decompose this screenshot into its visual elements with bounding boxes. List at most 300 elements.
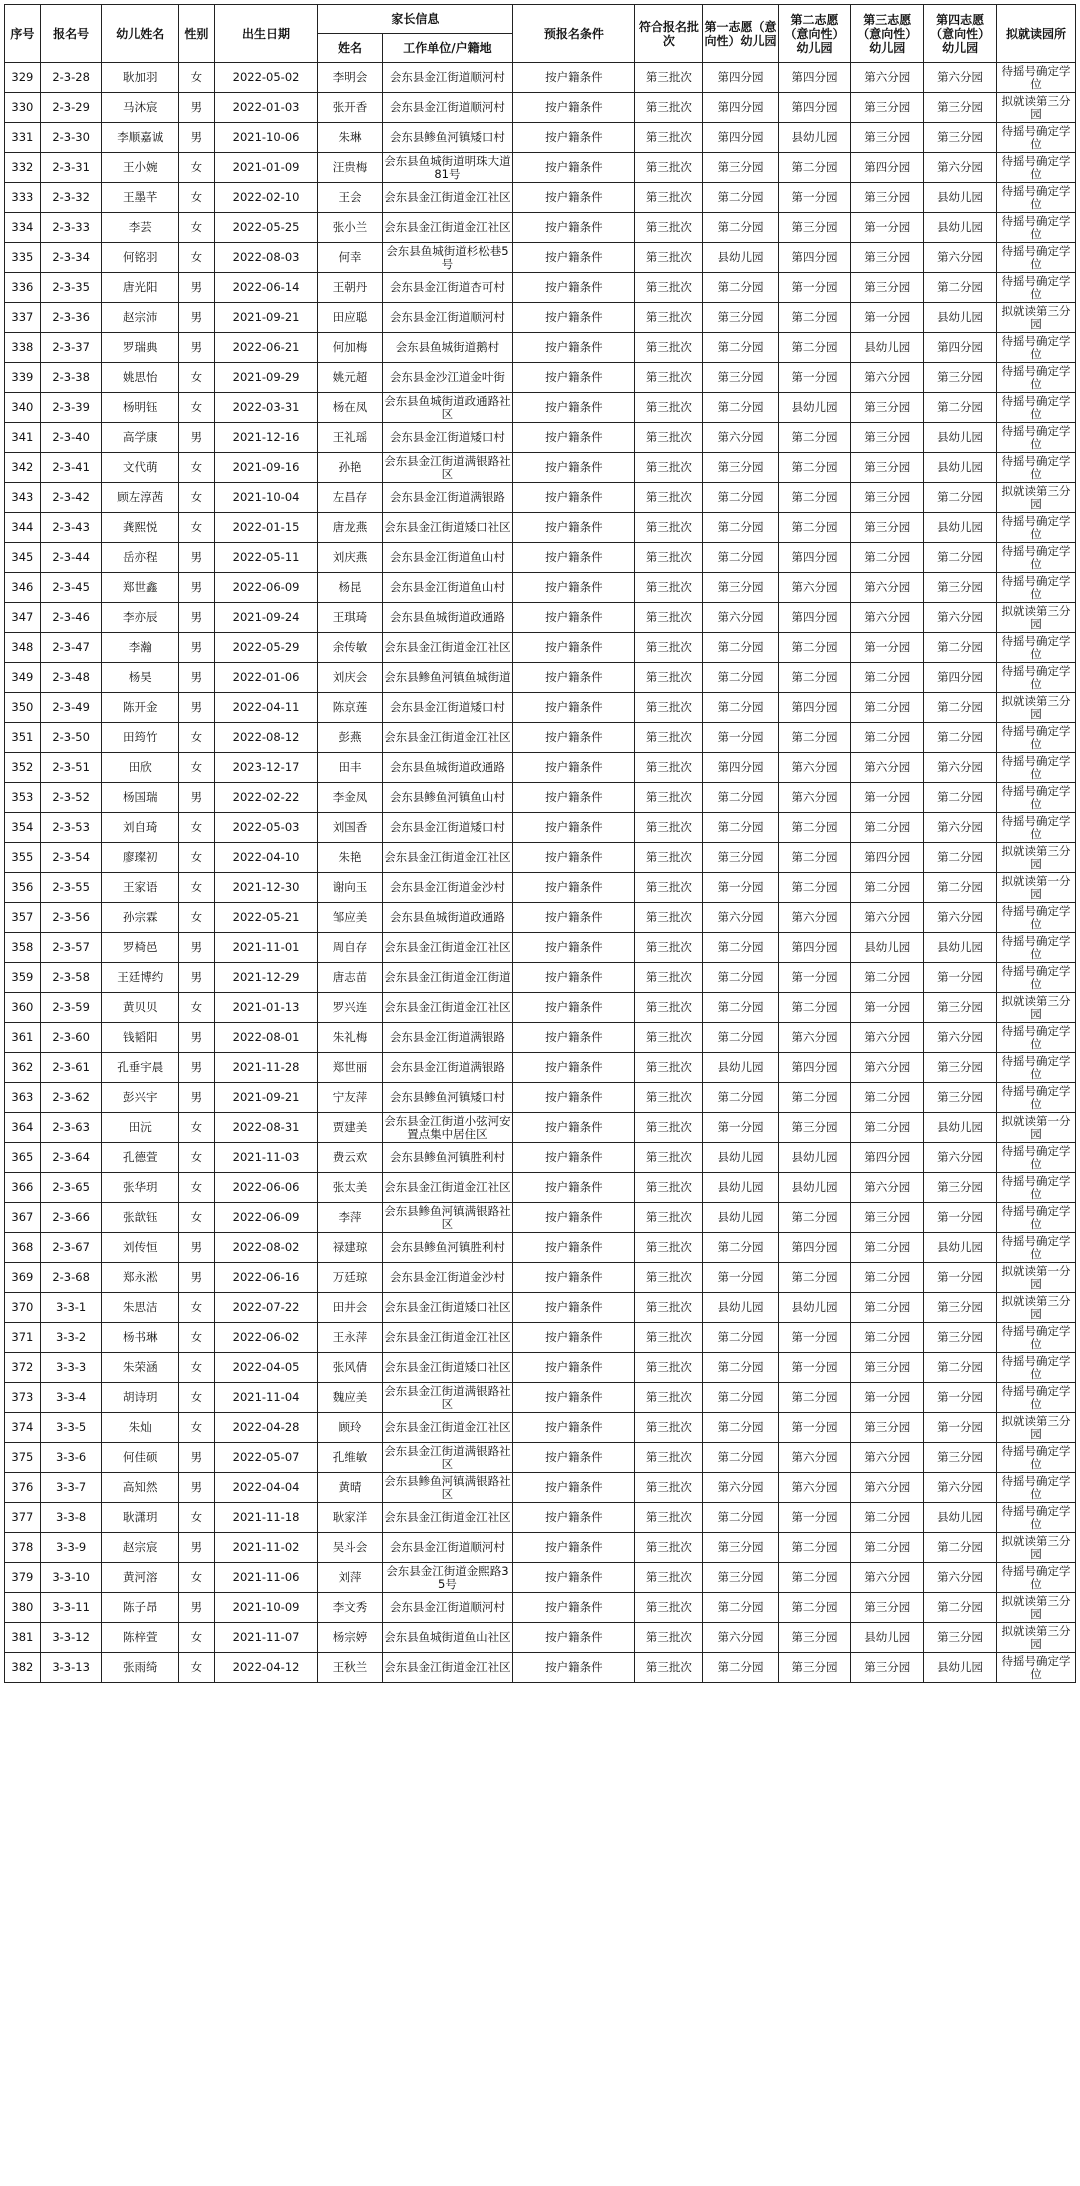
- cell-choice-2: 第四分园: [778, 243, 851, 273]
- cell-choice-1: 第二分园: [703, 213, 778, 243]
- cell-choice-2: 第二分园: [778, 633, 851, 663]
- cell-no: 331: [5, 123, 41, 153]
- cell-choice-1: 第二分园: [703, 813, 778, 843]
- cell-reg: 3-3-10: [40, 1563, 102, 1593]
- cell-choice-4: 第二分园: [924, 273, 997, 303]
- cell-parent-unit: 会东县金江街道金沙村: [382, 1263, 513, 1293]
- cell-result: 拟就读第三分园: [996, 93, 1075, 123]
- cell-sex: 女: [178, 1353, 214, 1383]
- cell-reg: 2-3-49: [40, 693, 102, 723]
- cell-choice-1: 第二分园: [703, 1023, 778, 1053]
- cell-reg: 3-3-9: [40, 1533, 102, 1563]
- cell-batch: 第三批次: [635, 783, 703, 813]
- cell-choice-3: 第六分园: [851, 1473, 924, 1503]
- cell-no: 367: [5, 1203, 41, 1233]
- cell-sex: 女: [178, 153, 214, 183]
- cell-choice-2: 第一分园: [778, 273, 851, 303]
- cell-no: 337: [5, 303, 41, 333]
- cell-sex: 男: [178, 423, 214, 453]
- cell-sex: 女: [178, 1623, 214, 1653]
- cell-result: 待摇号确定学位: [996, 1353, 1075, 1383]
- cell-choice-3: 第二分园: [851, 813, 924, 843]
- cell-parent-name: 黄晴: [318, 1473, 382, 1503]
- cell-choice-1: 第三分园: [703, 1563, 778, 1593]
- cell-condition: 按户籍条件: [513, 1563, 635, 1593]
- cell-sex: 女: [178, 483, 214, 513]
- cell-choice-2: 第二分园: [778, 843, 851, 873]
- cell-no: 379: [5, 1563, 41, 1593]
- cell-choice-1: 第二分园: [703, 1653, 778, 1683]
- cell-sex: 男: [178, 333, 214, 363]
- cell-birth: 2021-11-02: [214, 1533, 318, 1563]
- cell-choice-3: 第四分园: [851, 153, 924, 183]
- cell-result: 待摇号确定学位: [996, 1383, 1075, 1413]
- cell-parent-unit: 会东县金江街道金江社区: [382, 843, 513, 873]
- cell-choice-4: 第六分园: [924, 63, 997, 93]
- cell-no: 365: [5, 1143, 41, 1173]
- cell-choice-1: 第四分园: [703, 93, 778, 123]
- cell-no: 373: [5, 1383, 41, 1413]
- cell-parent-unit: 会东县鱼城街道鹅村: [382, 333, 513, 363]
- cell-child-name: 耿潇玥: [102, 1503, 178, 1533]
- cell-result: 拟就读第三分园: [996, 603, 1075, 633]
- cell-sex: 女: [178, 723, 214, 753]
- cell-condition: 按户籍条件: [513, 753, 635, 783]
- table-row: [5, 393, 1076, 423]
- cell-batch: 第三批次: [635, 1173, 703, 1203]
- cell-choice-2: 第四分园: [778, 63, 851, 93]
- cell-parent-name: 李萍: [318, 1203, 382, 1233]
- cell-choice-3: 第六分园: [851, 1023, 924, 1053]
- cell-child-name: 高学康: [102, 423, 178, 453]
- cell-child-name: 田欣: [102, 753, 178, 783]
- table-row: [5, 1623, 1076, 1653]
- cell-condition: 按户籍条件: [513, 213, 635, 243]
- cell-choice-4: 第三分园: [924, 1293, 997, 1323]
- cell-sex: 男: [178, 933, 214, 963]
- cell-child-name: 朱荣涵: [102, 1353, 178, 1383]
- cell-condition: 按户籍条件: [513, 1173, 635, 1203]
- header-child: 幼儿姓名: [102, 5, 178, 63]
- cell-condition: 按户籍条件: [513, 123, 635, 153]
- cell-birth: 2021-11-03: [214, 1143, 318, 1173]
- cell-birth: 2022-06-21: [214, 333, 318, 363]
- cell-choice-2: 第四分园: [778, 1233, 851, 1263]
- cell-choice-1: 第二分园: [703, 1443, 778, 1473]
- cell-sex: 男: [178, 93, 214, 123]
- cell-parent-name: 田丰: [318, 753, 382, 783]
- cell-choice-2: 第二分园: [778, 813, 851, 843]
- cell-reg: 2-3-66: [40, 1203, 102, 1233]
- cell-choice-1: 第二分园: [703, 693, 778, 723]
- cell-result: 待摇号确定学位: [996, 543, 1075, 573]
- cell-parent-name: 田应聪: [318, 303, 382, 333]
- cell-parent-name: 罗兴连: [318, 993, 382, 1023]
- cell-parent-unit: 会东县鱼城街道杉松巷5号: [382, 243, 513, 273]
- cell-birth: 2022-04-11: [214, 693, 318, 723]
- cell-child-name: 刘传恒: [102, 1233, 178, 1263]
- cell-parent-unit: 会东县金江街道矮口社区: [382, 1293, 513, 1323]
- cell-result: 待摇号确定学位: [996, 1503, 1075, 1533]
- cell-reg: 2-3-67: [40, 1233, 102, 1263]
- cell-choice-4: 第六分园: [924, 1143, 997, 1173]
- cell-no: 330: [5, 93, 41, 123]
- cell-birth: 2022-08-03: [214, 243, 318, 273]
- cell-result: 待摇号确定学位: [996, 393, 1075, 423]
- cell-choice-2: 第二分园: [778, 1203, 851, 1233]
- cell-parent-unit: 会东县金江街道金江社区: [382, 633, 513, 663]
- cell-choice-2: 县幼儿园: [778, 1143, 851, 1173]
- cell-sex: 女: [178, 813, 214, 843]
- cell-condition: 按户籍条件: [513, 783, 635, 813]
- cell-choice-2: 第三分园: [778, 1653, 851, 1683]
- cell-birth: 2021-09-21: [214, 303, 318, 333]
- cell-no: 368: [5, 1233, 41, 1263]
- cell-parent-unit: 会东县金江街道满银路: [382, 1023, 513, 1053]
- cell-choice-4: 第二分园: [924, 633, 997, 663]
- cell-reg: 2-3-42: [40, 483, 102, 513]
- cell-reg: 3-3-8: [40, 1503, 102, 1533]
- cell-condition: 按户籍条件: [513, 903, 635, 933]
- header-choice-1: 第一志愿（意向性）幼儿园: [703, 5, 778, 63]
- cell-parent-unit: 会东县金江街道金江社区: [382, 1653, 513, 1683]
- cell-parent-unit: 会东县金江街道金江社区: [382, 183, 513, 213]
- cell-result: 待摇号确定学位: [996, 273, 1075, 303]
- cell-reg: 2-3-31: [40, 153, 102, 183]
- cell-choice-2: 第一分园: [778, 363, 851, 393]
- header-result: 拟就读园所: [996, 5, 1075, 63]
- cell-batch: 第三批次: [635, 1653, 703, 1683]
- cell-reg: 3-3-1: [40, 1293, 102, 1323]
- cell-choice-3: 第三分园: [851, 393, 924, 423]
- cell-choice-3: 第六分园: [851, 903, 924, 933]
- cell-birth: 2021-11-28: [214, 1053, 318, 1083]
- cell-birth: 2021-10-06: [214, 123, 318, 153]
- cell-reg: 2-3-38: [40, 363, 102, 393]
- cell-parent-name: 宁友萍: [318, 1083, 382, 1113]
- cell-choice-4: 第二分园: [924, 483, 997, 513]
- cell-choice-2: 第一分园: [778, 963, 851, 993]
- cell-parent-unit: 会东县鲹鱼河镇满银路社区: [382, 1203, 513, 1233]
- cell-reg: 2-3-48: [40, 663, 102, 693]
- cell-no: 338: [5, 333, 41, 363]
- cell-choice-4: 第六分园: [924, 603, 997, 633]
- cell-choice-4: 第六分园: [924, 753, 997, 783]
- cell-parent-name: 余传敏: [318, 633, 382, 663]
- table-row: [5, 1263, 1076, 1293]
- cell-batch: 第三批次: [635, 573, 703, 603]
- cell-choice-3: 第二分园: [851, 1113, 924, 1143]
- cell-batch: 第三批次: [635, 213, 703, 243]
- cell-child-name: 钱韬阳: [102, 1023, 178, 1053]
- cell-no: 376: [5, 1473, 41, 1503]
- cell-parent-name: 耿家洋: [318, 1503, 382, 1533]
- cell-choice-1: 第二分园: [703, 663, 778, 693]
- cell-condition: 按户籍条件: [513, 1143, 635, 1173]
- cell-choice-3: 第三分园: [851, 1593, 924, 1623]
- cell-result: 待摇号确定学位: [996, 723, 1075, 753]
- cell-condition: 按户籍条件: [513, 393, 635, 423]
- cell-batch: 第三批次: [635, 663, 703, 693]
- cell-child-name: 黄贝贝: [102, 993, 178, 1023]
- cell-no: 344: [5, 513, 41, 543]
- cell-condition: 按户籍条件: [513, 723, 635, 753]
- table-body: [5, 63, 1076, 1683]
- cell-result: 拟就读第三分园: [996, 693, 1075, 723]
- cell-choice-2: 第四分园: [778, 543, 851, 573]
- cell-sex: 女: [178, 753, 214, 783]
- cell-result: 待摇号确定学位: [996, 1563, 1075, 1593]
- table-row: [5, 1293, 1076, 1323]
- cell-choice-4: 第二分园: [924, 1533, 997, 1563]
- cell-choice-2: 第一分园: [778, 1353, 851, 1383]
- cell-no: 363: [5, 1083, 41, 1113]
- cell-choice-2: 第二分园: [778, 663, 851, 693]
- cell-sex: 男: [178, 1083, 214, 1113]
- cell-reg: 2-3-35: [40, 273, 102, 303]
- cell-parent-name: 李文秀: [318, 1593, 382, 1623]
- table-row: [5, 1143, 1076, 1173]
- cell-sex: 男: [178, 603, 214, 633]
- cell-no: 339: [5, 363, 41, 393]
- cell-no: 355: [5, 843, 41, 873]
- cell-parent-unit: 会东县鱼城街道政通路: [382, 603, 513, 633]
- cell-result: 待摇号确定学位: [996, 1143, 1075, 1173]
- cell-result: 拟就读第一分园: [996, 1113, 1075, 1143]
- cell-parent-unit: 会东县金江街道顺河村: [382, 1533, 513, 1563]
- cell-choice-3: 第一分园: [851, 633, 924, 663]
- cell-no: 349: [5, 663, 41, 693]
- cell-parent-name: 何加梅: [318, 333, 382, 363]
- cell-choice-3: 第六分园: [851, 1053, 924, 1083]
- cell-choice-1: 第二分园: [703, 333, 778, 363]
- cell-child-name: 刘自琦: [102, 813, 178, 843]
- cell-result: 拟就读第三分园: [996, 1293, 1075, 1323]
- cell-choice-1: 第二分园: [703, 933, 778, 963]
- cell-sex: 女: [178, 1383, 214, 1413]
- cell-condition: 按户籍条件: [513, 453, 635, 483]
- cell-choice-3: 第三分园: [851, 243, 924, 273]
- cell-parent-name: 左昌存: [318, 483, 382, 513]
- header-choice-2: 第二志愿（意向性）幼儿园: [778, 5, 851, 63]
- cell-child-name: 彭兴宇: [102, 1083, 178, 1113]
- cell-choice-1: 第二分园: [703, 393, 778, 423]
- cell-choice-2: 第三分园: [778, 1623, 851, 1653]
- cell-parent-unit: 会东县金江街道金江社区: [382, 1503, 513, 1533]
- table-row: [5, 663, 1076, 693]
- table-row: [5, 1173, 1076, 1203]
- cell-condition: 按户籍条件: [513, 273, 635, 303]
- cell-no: 340: [5, 393, 41, 423]
- cell-choice-1: 第六分园: [703, 1623, 778, 1653]
- cell-condition: 按户籍条件: [513, 1503, 635, 1533]
- cell-choice-4: 第一分园: [924, 1383, 997, 1413]
- cell-choice-1: 第二分园: [703, 543, 778, 573]
- cell-reg: 2-3-65: [40, 1173, 102, 1203]
- cell-parent-unit: 会东县金江街道顺河村: [382, 1593, 513, 1623]
- cell-sex: 女: [178, 993, 214, 1023]
- cell-choice-1: 县幼儿园: [703, 1203, 778, 1233]
- cell-choice-2: 县幼儿园: [778, 1293, 851, 1323]
- cell-choice-1: 县幼儿园: [703, 1143, 778, 1173]
- cell-child-name: 张歆钰: [102, 1203, 178, 1233]
- cell-choice-2: 第六分园: [778, 783, 851, 813]
- cell-result: 待摇号确定学位: [996, 783, 1075, 813]
- cell-birth: 2022-01-15: [214, 513, 318, 543]
- cell-choice-4: 县幼儿园: [924, 1503, 997, 1533]
- cell-batch: 第三批次: [635, 1233, 703, 1263]
- cell-birth: 2021-12-16: [214, 423, 318, 453]
- cell-batch: 第三批次: [635, 1593, 703, 1623]
- cell-choice-1: 第三分园: [703, 573, 778, 603]
- cell-child-name: 王廷博约: [102, 963, 178, 993]
- cell-choice-1: 第二分园: [703, 633, 778, 663]
- cell-parent-unit: 会东县金江街道满银路: [382, 1053, 513, 1083]
- cell-sex: 女: [178, 1503, 214, 1533]
- cell-condition: 按户籍条件: [513, 63, 635, 93]
- cell-choice-3: 第三分园: [851, 423, 924, 453]
- cell-child-name: 陈开金: [102, 693, 178, 723]
- header-parent-unit: 工作单位/户籍地: [382, 34, 513, 63]
- cell-parent-name: 周自存: [318, 933, 382, 963]
- cell-choice-4: 第六分园: [924, 153, 997, 183]
- cell-no: 375: [5, 1443, 41, 1473]
- cell-choice-4: 第三分园: [924, 1443, 997, 1473]
- table-row: [5, 963, 1076, 993]
- cell-sex: 女: [178, 1113, 214, 1143]
- cell-choice-2: 第二分园: [778, 1263, 851, 1293]
- cell-no: 359: [5, 963, 41, 993]
- cell-birth: 2021-09-16: [214, 453, 318, 483]
- cell-choice-1: 第二分园: [703, 273, 778, 303]
- cell-parent-unit: 会东县金江街道矮口村: [382, 813, 513, 843]
- cell-birth: 2022-06-06: [214, 1173, 318, 1203]
- cell-child-name: 孔德萱: [102, 1143, 178, 1173]
- cell-choice-1: 第二分园: [703, 1323, 778, 1353]
- cell-no: 348: [5, 633, 41, 663]
- table-row: [5, 1353, 1076, 1383]
- cell-no: 335: [5, 243, 41, 273]
- cell-choice-4: 第三分园: [924, 1053, 997, 1083]
- cell-child-name: 廖璨初: [102, 843, 178, 873]
- header-birth: 出生日期: [214, 5, 318, 63]
- cell-condition: 按户籍条件: [513, 603, 635, 633]
- cell-parent-unit: 会东县金江街道金江社区: [382, 723, 513, 753]
- cell-sex: 男: [178, 783, 214, 813]
- cell-birth: 2022-01-03: [214, 93, 318, 123]
- cell-reg: 2-3-53: [40, 813, 102, 843]
- cell-condition: 按户籍条件: [513, 1083, 635, 1113]
- cell-choice-3: 第二分园: [851, 1323, 924, 1353]
- cell-batch: 第三批次: [635, 1203, 703, 1233]
- cell-child-name: 孙宗霖: [102, 903, 178, 933]
- cell-result: 拟就读第三分园: [996, 1533, 1075, 1563]
- table-header: [5, 5, 1076, 63]
- cell-choice-3: 第六分园: [851, 1173, 924, 1203]
- cell-child-name: 杨昊: [102, 663, 178, 693]
- cell-parent-unit: 会东县金江街道矮口社区: [382, 1353, 513, 1383]
- cell-batch: 第三批次: [635, 393, 703, 423]
- cell-no: 353: [5, 783, 41, 813]
- cell-parent-name: 张风倩: [318, 1353, 382, 1383]
- cell-parent-unit: 会东县金江街道金江社区: [382, 933, 513, 963]
- cell-parent-unit: 会东县金江街道金江社区: [382, 1413, 513, 1443]
- cell-parent-unit: 会东县金江街道矮口村: [382, 693, 513, 723]
- cell-sex: 男: [178, 1233, 214, 1263]
- cell-batch: 第三批次: [635, 933, 703, 963]
- cell-result: 待摇号确定学位: [996, 903, 1075, 933]
- header-reg: 报名号: [40, 5, 102, 63]
- cell-birth: 2022-06-14: [214, 273, 318, 303]
- cell-birth: 2021-10-04: [214, 483, 318, 513]
- cell-condition: 按户籍条件: [513, 93, 635, 123]
- cell-choice-3: 第二分园: [851, 1083, 924, 1113]
- cell-no: 333: [5, 183, 41, 213]
- cell-sex: 男: [178, 693, 214, 723]
- cell-sex: 女: [178, 453, 214, 483]
- cell-choice-3: 第四分园: [851, 843, 924, 873]
- cell-sex: 女: [178, 843, 214, 873]
- cell-result: 待摇号确定学位: [996, 1053, 1075, 1083]
- cell-parent-unit: 会东县金江街道满银路社区: [382, 453, 513, 483]
- table-row: [5, 543, 1076, 573]
- header-parent-name: 姓名: [318, 34, 382, 63]
- cell-condition: 按户籍条件: [513, 543, 635, 573]
- cell-parent-name: 费云欢: [318, 1143, 382, 1173]
- table-row: [5, 363, 1076, 393]
- cell-no: 369: [5, 1263, 41, 1293]
- cell-sex: 男: [178, 123, 214, 153]
- cell-birth: 2022-08-02: [214, 1233, 318, 1263]
- cell-sex: 男: [178, 273, 214, 303]
- cell-no: 346: [5, 573, 41, 603]
- cell-choice-1: 第二分园: [703, 1593, 778, 1623]
- cell-batch: 第三批次: [635, 1143, 703, 1173]
- cell-birth: 2022-05-25: [214, 213, 318, 243]
- cell-birth: 2022-07-22: [214, 1293, 318, 1323]
- cell-choice-3: 第二分园: [851, 963, 924, 993]
- cell-reg: 2-3-37: [40, 333, 102, 363]
- cell-condition: 按户籍条件: [513, 1293, 635, 1323]
- cell-condition: 按户籍条件: [513, 1383, 635, 1413]
- cell-result: 拟就读第三分园: [996, 1593, 1075, 1623]
- cell-child-name: 岳亦程: [102, 543, 178, 573]
- cell-choice-2: 第二分园: [778, 1083, 851, 1113]
- cell-parent-name: 王礼瑶: [318, 423, 382, 453]
- cell-child-name: 朱思洁: [102, 1293, 178, 1323]
- cell-child-name: 龚熙悦: [102, 513, 178, 543]
- cell-choice-2: 县幼儿园: [778, 393, 851, 423]
- cell-choice-1: 县幼儿园: [703, 1173, 778, 1203]
- cell-choice-2: 第一分园: [778, 1413, 851, 1443]
- cell-choice-3: 第四分园: [851, 1143, 924, 1173]
- table-row: [5, 1113, 1076, 1143]
- cell-condition: 按户籍条件: [513, 663, 635, 693]
- cell-result: 待摇号确定学位: [996, 453, 1075, 483]
- cell-result: 待摇号确定学位: [996, 933, 1075, 963]
- cell-sex: 女: [178, 1203, 214, 1233]
- cell-result: 待摇号确定学位: [996, 423, 1075, 453]
- cell-result: 待摇号确定学位: [996, 813, 1075, 843]
- cell-reg: 2-3-36: [40, 303, 102, 333]
- header-condition: 预报名条件: [513, 5, 635, 63]
- cell-batch: 第三批次: [635, 333, 703, 363]
- cell-batch: 第三批次: [635, 453, 703, 483]
- cell-choice-4: 第三分园: [924, 993, 997, 1023]
- cell-condition: 按户籍条件: [513, 633, 635, 663]
- cell-birth: 2022-05-29: [214, 633, 318, 663]
- cell-child-name: 郑世鑫: [102, 573, 178, 603]
